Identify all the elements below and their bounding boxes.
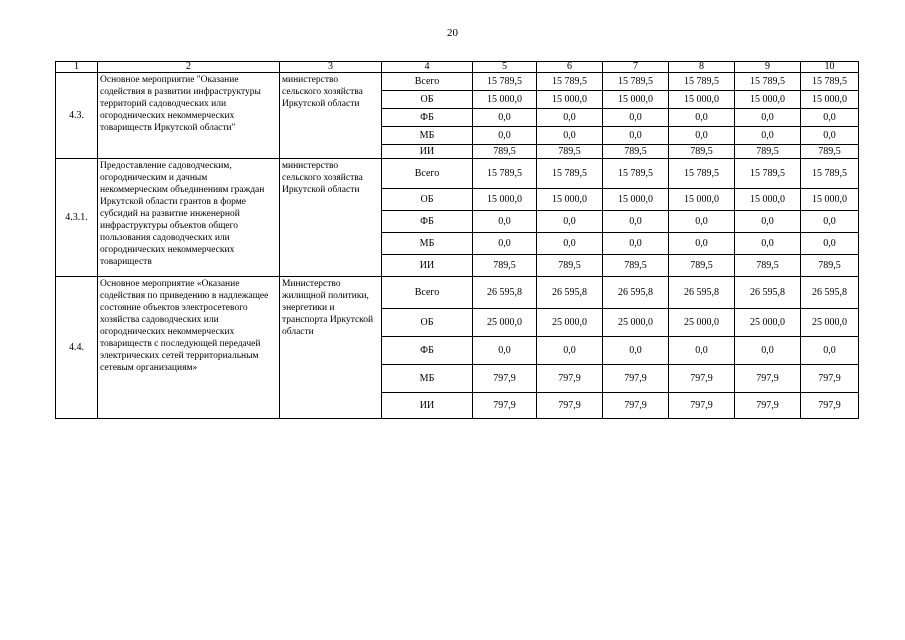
- amount-cell: 15 000,0: [801, 189, 859, 211]
- column-header: 3: [280, 62, 382, 73]
- amount-cell: 15 000,0: [801, 91, 859, 109]
- amount-cell: 0,0: [669, 211, 735, 233]
- amount-cell: 25 000,0: [801, 309, 859, 337]
- column-header: 2: [98, 62, 280, 73]
- amount-cell: 0,0: [473, 127, 537, 145]
- amount-cell: 797,9: [801, 365, 859, 393]
- item-executor: министерство сельского хозяйства Иркутской области: [280, 73, 382, 159]
- amount-cell: 0,0: [473, 233, 537, 255]
- item-code: 4.3.: [56, 73, 98, 159]
- amount-cell: 15 789,5: [801, 159, 859, 189]
- amount-cell: 15 789,5: [735, 73, 801, 91]
- amount-cell: 789,5: [537, 255, 603, 277]
- funding-source: Всего: [382, 277, 473, 309]
- item-code: 4.3.1.: [56, 159, 98, 277]
- amount-cell: 0,0: [603, 109, 669, 127]
- amount-cell: 15 789,5: [801, 73, 859, 91]
- amount-cell: 26 595,8: [473, 277, 537, 309]
- column-header: 10: [801, 62, 859, 73]
- amount-cell: 0,0: [801, 127, 859, 145]
- amount-cell: 797,9: [735, 393, 801, 419]
- amount-cell: 0,0: [735, 337, 801, 365]
- amount-cell: 15 000,0: [735, 91, 801, 109]
- column-header: 4: [382, 62, 473, 73]
- amount-cell: 15 789,5: [537, 73, 603, 91]
- amount-cell: 797,9: [537, 393, 603, 419]
- item-description: Предоставление садоводческим, огородническим и дачным некоммерческим объединениям граждан Иркутской области грантов в форме субсидий на развитие инженерной инфраструктуры объектов общего пользования садоводческих или огороднических некоммерческих товариществ: [98, 159, 280, 277]
- amount-cell: 15 000,0: [537, 189, 603, 211]
- amount-cell: 15 000,0: [735, 189, 801, 211]
- amount-cell: 25 000,0: [537, 309, 603, 337]
- amount-cell: 0,0: [537, 337, 603, 365]
- amount-cell: 0,0: [801, 337, 859, 365]
- amount-cell: 797,9: [473, 365, 537, 393]
- table-row: [56, 159, 859, 189]
- amount-cell: 0,0: [735, 233, 801, 255]
- amount-cell: 0,0: [669, 233, 735, 255]
- funding-source: ФБ: [382, 337, 473, 365]
- amount-cell: 789,5: [735, 145, 801, 159]
- column-header: 7: [603, 62, 669, 73]
- amount-cell: 26 595,8: [801, 277, 859, 309]
- amount-cell: 789,5: [669, 145, 735, 159]
- amount-cell: 0,0: [735, 211, 801, 233]
- amount-cell: 26 595,8: [669, 277, 735, 309]
- column-header: 6: [537, 62, 603, 73]
- amount-cell: 15 789,5: [669, 159, 735, 189]
- amount-cell: 0,0: [603, 337, 669, 365]
- amount-cell: 797,9: [669, 365, 735, 393]
- amount-cell: 15 000,0: [473, 189, 537, 211]
- amount-cell: 0,0: [537, 211, 603, 233]
- amount-cell: 789,5: [801, 145, 859, 159]
- amount-cell: 789,5: [801, 255, 859, 277]
- amount-cell: 0,0: [473, 211, 537, 233]
- amount-cell: 797,9: [669, 393, 735, 419]
- table-row: [56, 277, 859, 309]
- funding-source: ОБ: [382, 189, 473, 211]
- funding-source: ФБ: [382, 109, 473, 127]
- column-header: 8: [669, 62, 735, 73]
- amount-cell: 0,0: [801, 233, 859, 255]
- funding-source: ОБ: [382, 309, 473, 337]
- amount-cell: 0,0: [669, 337, 735, 365]
- amount-cell: 0,0: [473, 337, 537, 365]
- funding-source: ФБ: [382, 211, 473, 233]
- funding-source: ИИ: [382, 393, 473, 419]
- column-header: 5: [473, 62, 537, 73]
- amount-cell: 0,0: [669, 109, 735, 127]
- amount-cell: 789,5: [603, 255, 669, 277]
- amount-cell: 789,5: [603, 145, 669, 159]
- amount-cell: 0,0: [603, 233, 669, 255]
- item-description: Основное мероприятие "Оказание содействия в развитии инфраструктуры территорий садоводческих или огороднических некоммерческих товариществ Иркутской области": [98, 73, 280, 159]
- amount-cell: 0,0: [603, 211, 669, 233]
- column-number-row: [56, 62, 859, 73]
- amount-cell: 789,5: [473, 145, 537, 159]
- amount-cell: 0,0: [537, 127, 603, 145]
- funding-source: МБ: [382, 233, 473, 255]
- amount-cell: 797,9: [537, 365, 603, 393]
- amount-cell: 26 595,8: [735, 277, 801, 309]
- amount-cell: 0,0: [537, 109, 603, 127]
- amount-cell: 0,0: [537, 233, 603, 255]
- amount-cell: 789,5: [537, 145, 603, 159]
- amount-cell: 797,9: [603, 393, 669, 419]
- funding-source: ОБ: [382, 91, 473, 109]
- amount-cell: 25 000,0: [473, 309, 537, 337]
- amount-cell: 797,9: [801, 393, 859, 419]
- amount-cell: 25 000,0: [735, 309, 801, 337]
- amount-cell: 789,5: [669, 255, 735, 277]
- amount-cell: 15 000,0: [603, 189, 669, 211]
- funding-source: Всего: [382, 159, 473, 189]
- funding-source: МБ: [382, 127, 473, 145]
- amount-cell: 15 789,5: [473, 159, 537, 189]
- amount-cell: 25 000,0: [669, 309, 735, 337]
- amount-cell: 0,0: [669, 127, 735, 145]
- table-row: [56, 73, 859, 91]
- amount-cell: 15 789,5: [735, 159, 801, 189]
- amount-cell: 15 789,5: [603, 73, 669, 91]
- amount-cell: 0,0: [801, 211, 859, 233]
- page-number: 20: [447, 27, 458, 39]
- amount-cell: 26 595,8: [537, 277, 603, 309]
- item-executor: Министерство жилищной политики, энергетики и транспорта Иркутской области: [280, 277, 382, 419]
- amount-cell: 789,5: [735, 255, 801, 277]
- amount-cell: 15 000,0: [669, 189, 735, 211]
- funding-source: МБ: [382, 365, 473, 393]
- item-code: 4.4.: [56, 277, 98, 419]
- amount-cell: 789,5: [473, 255, 537, 277]
- funding-source: Всего: [382, 73, 473, 91]
- funding-source: ИИ: [382, 255, 473, 277]
- amount-cell: 15 789,5: [473, 73, 537, 91]
- amount-cell: 0,0: [603, 127, 669, 145]
- amount-cell: 15 789,5: [669, 73, 735, 91]
- amount-cell: 15 789,5: [603, 159, 669, 189]
- amount-cell: 0,0: [473, 109, 537, 127]
- amount-cell: 0,0: [735, 127, 801, 145]
- amount-cell: 0,0: [801, 109, 859, 127]
- amount-cell: 797,9: [473, 393, 537, 419]
- amount-cell: 0,0: [735, 109, 801, 127]
- amount-cell: 25 000,0: [603, 309, 669, 337]
- funding-source: ИИ: [382, 145, 473, 159]
- amount-cell: 15 000,0: [473, 91, 537, 109]
- amount-cell: 15 000,0: [537, 91, 603, 109]
- amount-cell: 15 000,0: [669, 91, 735, 109]
- amount-cell: 15 000,0: [603, 91, 669, 109]
- item-executor: министерство сельского хозяйства Иркутской области: [280, 159, 382, 277]
- amount-cell: 26 595,8: [603, 277, 669, 309]
- amount-cell: 797,9: [603, 365, 669, 393]
- column-header: 1: [56, 62, 98, 73]
- amount-cell: 15 789,5: [537, 159, 603, 189]
- item-description: Основное мероприятие «Оказание содействия по приведению в надлежащее состояние объектов электросетевого хозяйства садоводческих или огороднических некоммерческих товариществ с последующей передачей электрических сетей территориальным сетевым организациям»: [98, 277, 280, 419]
- funding-table: [55, 61, 859, 419]
- column-header: 9: [735, 62, 801, 73]
- amount-cell: 797,9: [735, 365, 801, 393]
